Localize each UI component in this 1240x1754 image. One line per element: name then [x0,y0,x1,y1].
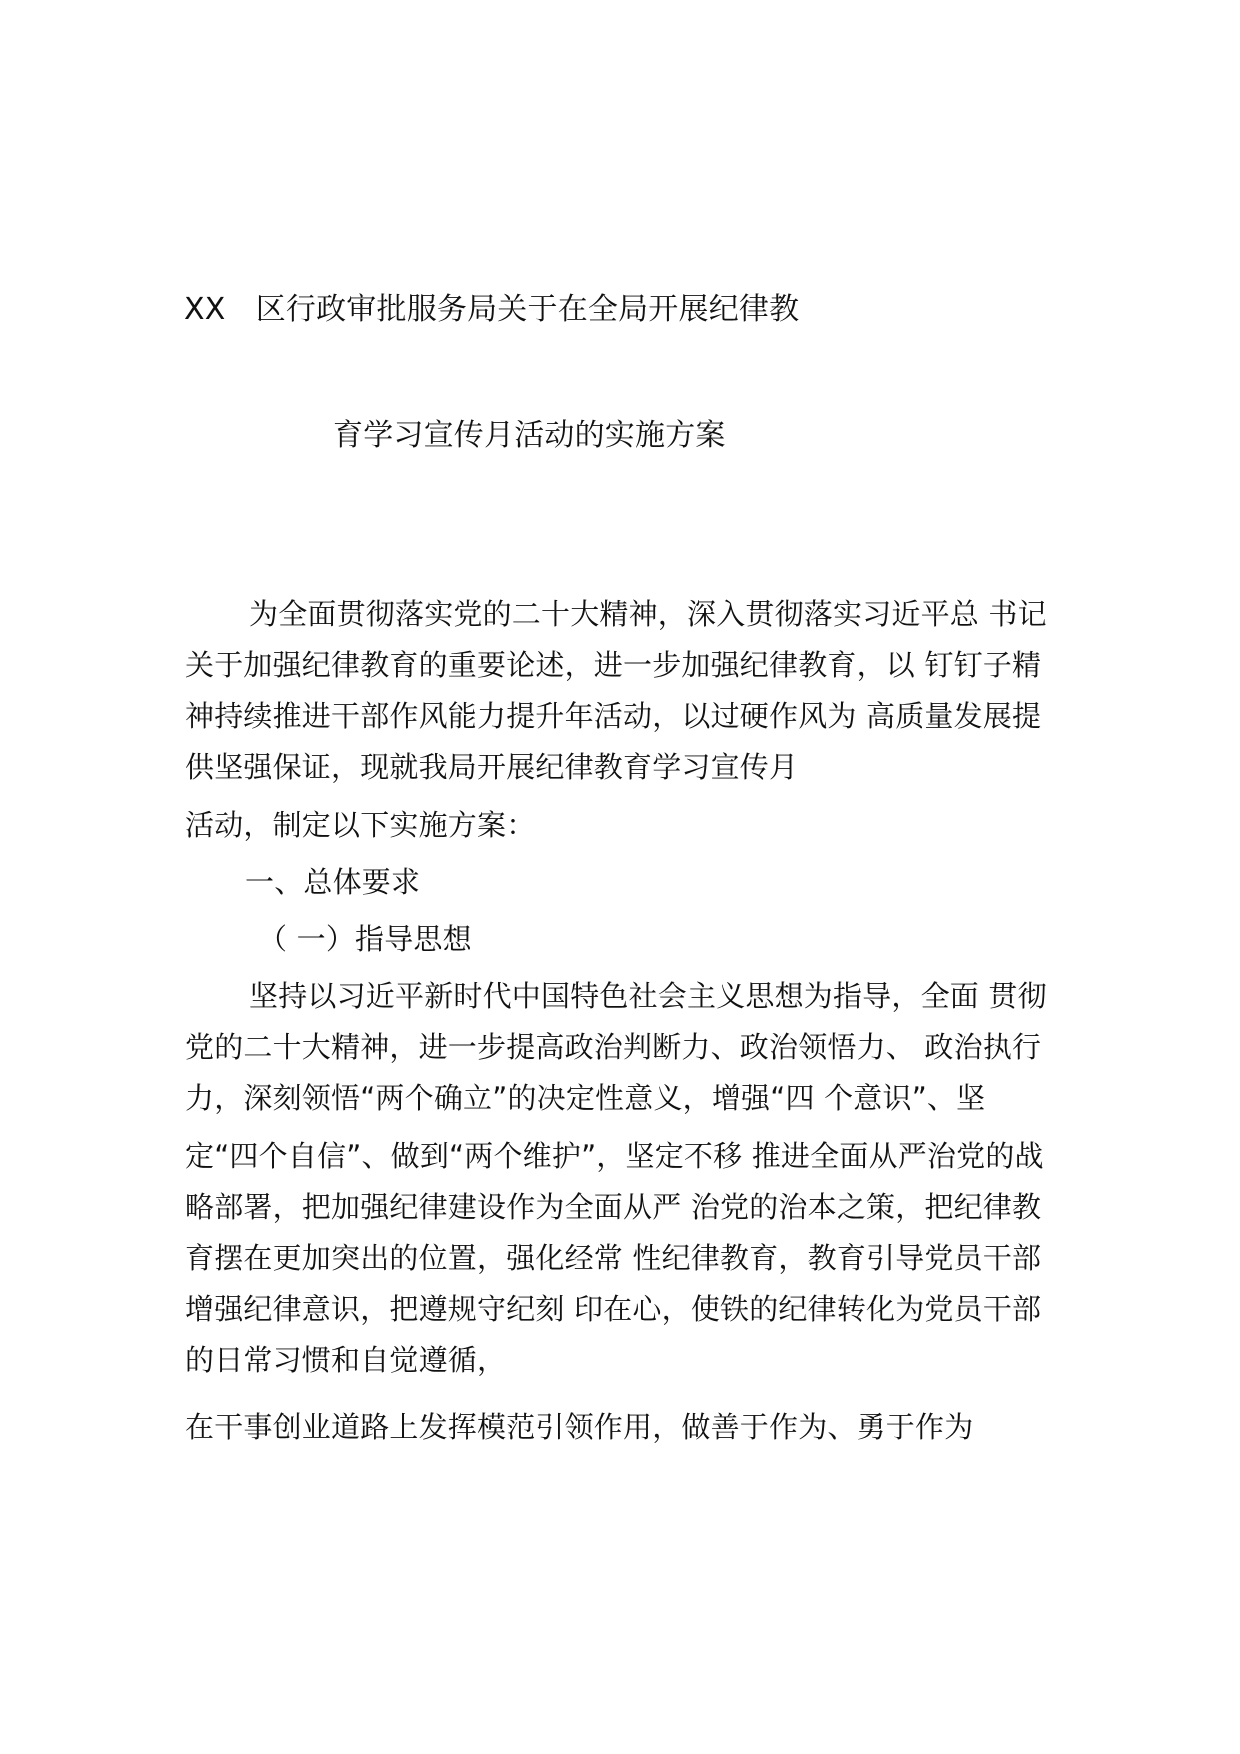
document-title-line-2: 育学习宣传月活动的实施方案 [333,418,726,453]
intro-line-2: 关于加强纪律教育的重要论述，进一步加强纪律教育，以 钉钉子精 [185,648,1042,682]
guiding-line-7: 增强纪律意识，把遵规守纪刻 印在心，使铁的纪律转化为党员干部 [185,1292,1042,1326]
guiding-line-8: 的日常习惯和自觉遵循， [185,1343,507,1377]
guiding-line-1: 坚持以习近平新时代中国特色社会主义思想为指导，全面 贯彻 [249,979,1047,1013]
intro-line-1: 为全面贯彻落实党的二十大精神，深入贯彻落实习近平总 书记 [249,597,1047,631]
intro-line-5: 活动，制定以下实施方案： [185,808,536,842]
guiding-line-2: 党的二十大精神，进一步提高政治判断力、政治领悟力、 政治执行 [185,1030,1042,1064]
intro-line-3: 神持续推进干部作风能力提升年活动，以过硬作风为 高质量发展提 [185,699,1042,733]
intro-line-4: 供坚强保证，现就我局开展纪律教育学习宣传月 [185,750,799,784]
document-title-line-1: XX 区行政审批服务局关于在全局开展纪律教 [184,292,800,327]
guiding-line-3: 力，深刻领悟“两个确立”的决定性意义，增强“四 个意识”、坚 [185,1081,986,1115]
guiding-line-4: 定“四个自信”、做到“两个维护”，坚定不移 推进全面从严治党的战 [185,1139,1044,1173]
subsection-1-heading: （ 一）指导思想 [258,922,472,956]
guiding-line-5: 略部署，把加强纪律建设作为全面从严 治党的治本之策，把纪律教 [185,1190,1042,1224]
section-1-heading: 一、总体要求 [245,865,421,899]
guiding-line-6: 育摆在更加突出的位置，强化经常 性纪律教育，教育引导党员干部 [185,1241,1042,1275]
guiding-line-9: 在干事创业道路上发挥模范引领作用，做善于作为、勇于作为 [185,1410,974,1444]
